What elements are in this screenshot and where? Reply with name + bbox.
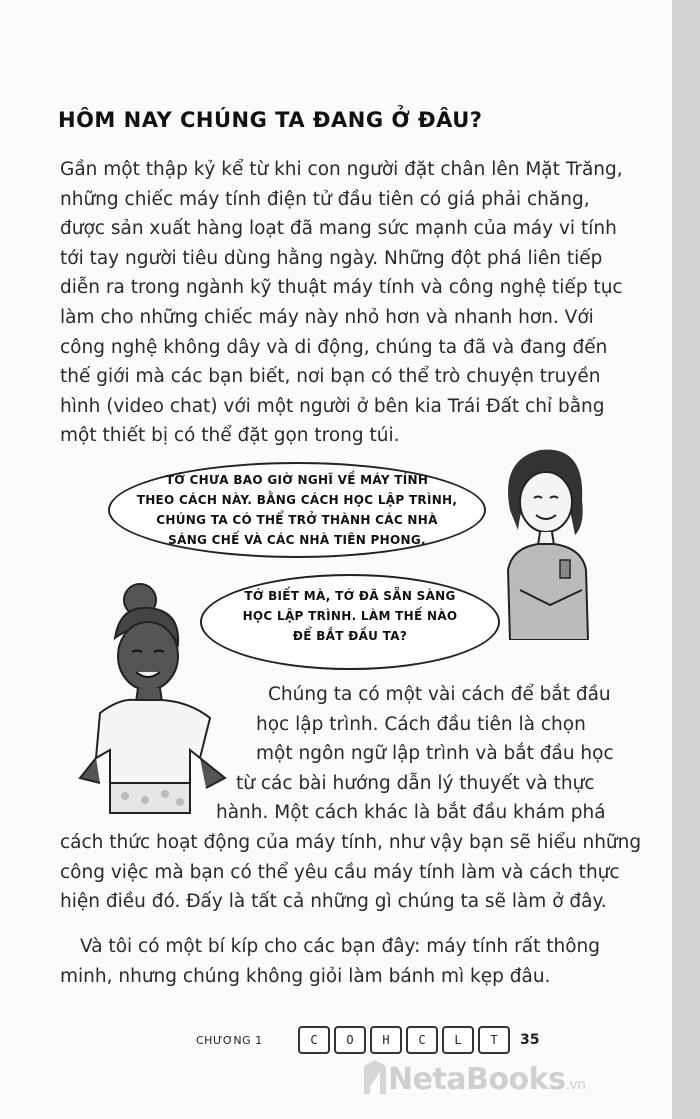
speech-bubble-girl-bun [200,574,500,670]
text-line: Gần một thập kỷ kể từ khi con người đặt chân lên Mặt Trăng, [60,159,623,180]
text-line: được sản xuất hàng loạt đã mang sức mạnh của máy vi tính [60,218,617,240]
keycap: O [334,1026,366,1054]
text-line: Và tôi có một bí kíp cho các bạn đây: máy tính rất thông [80,936,601,957]
text-line: công nghệ không dây và di động, chúng ta đã và đang đến [60,336,608,358]
keycap: L [442,1026,474,1054]
speech-bubble-girl [108,462,486,558]
bubble-line: TỚ BIẾT MÀ, TỚ ĐÃ SẴN SÀNG [244,589,456,603]
text-line: tới tay người tiêu dùng hằng ngày. Những đột phá liên tiếp [60,247,603,269]
watermark-brand: NetaBooks [388,1062,566,1097]
page-edge-shadow [672,0,700,1119]
girl-illustration [490,440,600,640]
chapter-label: CHƯƠNG 1 [196,1034,263,1047]
text-line: một thiết bị có thể đặt gọn trong túi. [60,425,400,447]
watermark [388,1062,586,1097]
keyboard-keys [298,1026,510,1054]
text-line: một ngôn ngữ lập trình và bắt đầu học [256,743,614,764]
text-line: Chúng ta có một vài cách để bắt đầu [268,684,611,705]
section-heading: HÔM NAY CHÚNG TA ĐANG Ở ĐÂU? [58,108,483,132]
text-line: hiện điều đó. Đấy là tất cả những gì chúng ta sẽ làm ở đây. [60,891,607,912]
keycap: C [298,1026,330,1054]
netabooks-logo-icon [360,1058,390,1098]
paragraph-secret [60,932,660,991]
bubble-line: HỌC LẬP TRÌNH. LÀM THẾ NÀO [242,609,458,623]
text-line: cách thức hoạt động của máy tính, như vậy bạn sẽ hiểu những [60,832,642,853]
bubble-line: ĐỂ BẮT ĐẦU TA? [292,629,408,643]
text-line: những chiếc máy tính điện tử đầu tiên có giá phải chăng, [60,188,590,210]
page-footer [0,1026,672,1056]
text-line: từ các bài hướng dẫn lý thuyết và thực [236,773,595,794]
text-line: học lập trình. Cách đầu tiên là chọn [256,714,586,735]
text-line: hình (video chat) với một người ở bên kia Trái Đất chỉ bằng [60,395,605,417]
text-line: làm cho những chiếc máy này nhỏ hơn và nhanh hơn. Với [60,306,594,328]
watermark-suffix: .vn [565,1077,586,1093]
bubble-line: SÁNG CHẾ VÀ CÁC NHÀ TIÊN PHONG. [168,533,426,547]
text-line: diễn ra trong ngành kỹ thuật máy tính và công nghệ tiếp tục [60,277,623,299]
keycap: H [370,1026,402,1054]
text-line: công việc mà bạn có thể yêu cầu máy tính làm và cách thực [60,862,620,883]
page-number: 35 [520,1032,540,1048]
bubble-line: CHÚNG TA CÓ THỂ TRỞ THÀNH CÁC NHÀ [156,513,438,527]
keycap: C [406,1026,438,1054]
bubble-line: TỚ CHƯA BAO GIỜ NGHĨ VỀ MÁY TÍNH [165,473,429,487]
keycap: T [478,1026,510,1054]
paragraph-intro [60,155,660,451]
bubble-line: THEO CÁCH NÀY. BẰNG CÁCH HỌC LẬP TRÌNH, [136,493,458,507]
text-line: hành. Một cách khác là bắt đầu khám phá [216,802,606,823]
text-line: minh, nhưng chúng không giỏi làm bánh mì kẹp đâu. [60,965,551,987]
text-line: thế giới mà các bạn biết, nơi bạn có thể trò chuyện truyền [60,366,601,388]
